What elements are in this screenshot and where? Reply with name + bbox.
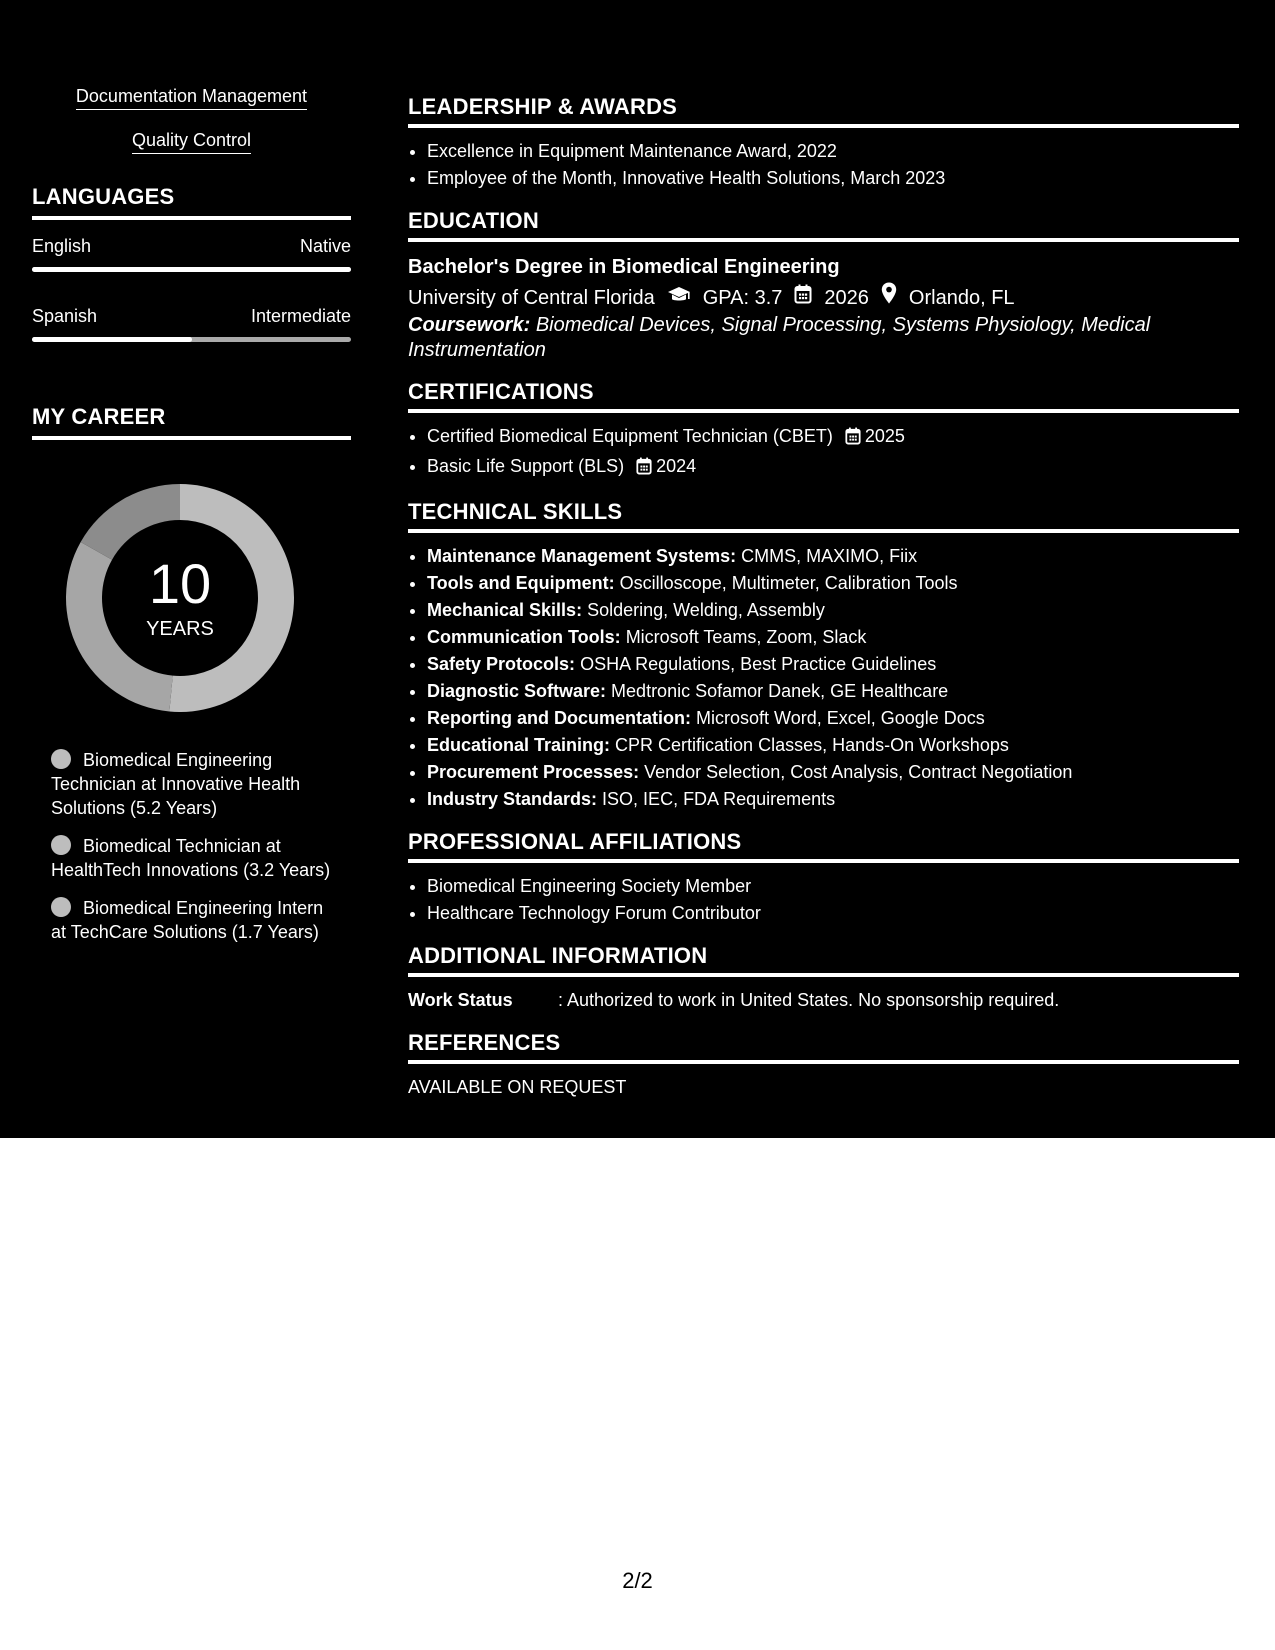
language-proficiency-bar (32, 267, 351, 272)
page-number: 2/2 (622, 1568, 653, 1593)
school-name: University of Central Florida (408, 286, 655, 309)
list-item: • Employee of the Month, Innovative Health Solutions, March 2023 (427, 165, 1239, 192)
skill-value: CMMS, MAXIMO, Fiix (741, 546, 918, 566)
skill-value: CPR Certification Classes, Hands-On Workshops (615, 735, 1009, 755)
language-spanish (32, 306, 351, 342)
skill-value: Oscilloscope, Multimeter, Calibration Tools (619, 573, 958, 593)
skill-value: Medtronic Sofamor Danek, GE Healthcare (611, 681, 949, 701)
skill-value: OSHA Regulations, Best Practice Guidelines (580, 654, 937, 674)
skill-label: Maintenance Management Systems: (427, 546, 737, 566)
skill-link-label: Quality Control (132, 130, 251, 154)
main-column (408, 94, 1239, 1117)
language-proficiency-bar (32, 337, 351, 342)
career-total-unit: YEARS (146, 617, 214, 640)
skill-label: Diagnostic Software: (427, 681, 607, 701)
affiliations-heading: PROFESSIONAL AFFILIATIONS (408, 829, 1239, 863)
career-total-number: 10 (148, 551, 212, 615)
skill-label: Mechanical Skills: (427, 600, 583, 620)
list-item (427, 453, 1239, 483)
career-donut-chart (66, 484, 294, 712)
skill-label: Educational Training: (427, 735, 611, 755)
education-section (408, 208, 1239, 363)
language-level: Intermediate (250, 306, 351, 326)
certification-name: Certified Biomedical Equipment Technician (CBET) (427, 426, 833, 446)
career-item (51, 896, 331, 944)
graduation-cap-icon (667, 283, 691, 313)
coursework-text: Biomedical Devices, Signal Processing, Systems Physiology, Medical Instrumentation (408, 314, 1151, 361)
certification-year: 2025 (864, 426, 905, 446)
list-item (427, 705, 1239, 732)
work-status-row (408, 987, 1239, 1014)
technical-skills-heading: TECHNICAL SKILLS (408, 499, 1239, 533)
technical-skills-section (408, 499, 1239, 813)
affiliations-section (408, 829, 1239, 927)
calendar-icon (845, 426, 861, 453)
language-name: Spanish (32, 306, 98, 326)
languages-heading: LANGUAGES (32, 184, 351, 220)
additional-info-heading: ADDITIONAL INFORMATION (408, 943, 1239, 977)
coursework-label: Coursework: (408, 314, 531, 336)
education-heading: EDUCATION (408, 208, 1239, 242)
career-item (51, 834, 331, 882)
list-item (427, 570, 1239, 597)
list-item (427, 543, 1239, 570)
skill-label: Communication Tools: (427, 627, 621, 647)
certification-name: Basic Life Support (BLS) (427, 456, 625, 476)
career-item-text: Biomedical Engineering Technician at Innovative Health Solutions (5.2 Years) (51, 750, 301, 818)
technical-skills-list (408, 543, 1239, 813)
skill-value: Microsoft Teams, Zoom, Slack (625, 627, 867, 647)
affiliations-list (408, 873, 1239, 927)
skill-link-quality-control[interactable] (32, 130, 351, 154)
leadership-section (408, 94, 1239, 192)
list-item: • Healthcare Technology Forum Contributor (427, 900, 1239, 927)
degree-title: Bachelor's Degree in Biomedical Engineering (408, 256, 840, 278)
list-item: • Excellence in Equipment Maintenance Award, 2022 (427, 138, 1239, 165)
references-section (408, 1030, 1239, 1101)
gpa: GPA: 3.7 (702, 286, 783, 309)
skill-link-documentation-management[interactable] (32, 86, 351, 110)
list-item (427, 732, 1239, 759)
skill-value: Vendor Selection, Cost Analysis, Contract Negotiation (644, 762, 1073, 782)
list-item (427, 597, 1239, 624)
language-proficiency-fill (32, 267, 351, 272)
skill-value: Microsoft Word, Excel, Google Docs (696, 708, 985, 728)
skill-value: Soldering, Welding, Assembly (587, 600, 825, 620)
references-text: AVAILABLE ON REQUEST (408, 1077, 627, 1097)
career-list (51, 748, 331, 944)
list-item (427, 678, 1239, 705)
sidebar (32, 86, 351, 958)
career-donut-center (66, 484, 294, 712)
language-level: Native (299, 236, 351, 256)
list-item (427, 759, 1239, 786)
leadership-list (408, 138, 1239, 192)
career-dot-icon (51, 835, 71, 855)
skill-label: Safety Protocols: (427, 654, 576, 674)
career-item (51, 748, 331, 820)
certifications-heading: CERTIFICATIONS (408, 379, 1239, 413)
skill-value: ISO, IEC, FDA Requirements (602, 789, 836, 809)
career-item-text: Biomedical Technician at HealthTech Innovations (3.2 Years) (51, 836, 331, 880)
list-item (427, 423, 1239, 453)
coursework (408, 313, 1239, 363)
language-english (32, 236, 351, 272)
skill-link-label: Documentation Management (76, 86, 307, 110)
school-location: Orlando, FL (908, 286, 1015, 309)
skill-label: Reporting and Documentation: (427, 708, 691, 728)
skill-label: Industry Standards: (427, 789, 598, 809)
work-status-label: Work Status (408, 990, 513, 1010)
language-name: English (32, 236, 92, 256)
career-heading: MY CAREER (32, 404, 351, 440)
list-item (427, 624, 1239, 651)
career-dot-icon (51, 897, 71, 917)
leadership-heading: LEADERSHIP & AWARDS (408, 94, 1239, 128)
certifications-section (408, 379, 1239, 483)
list-item (427, 786, 1239, 813)
list-item (427, 651, 1239, 678)
career-dot-icon (51, 749, 71, 769)
career-item-text: Biomedical Engineering Intern at TechCare Solutions (1.7 Years) (51, 898, 324, 942)
references-heading: REFERENCES (408, 1030, 1239, 1064)
work-status-value: : Authorized to work in United States. No sponsorship required. (558, 990, 1060, 1010)
certifications-list (408, 423, 1239, 483)
language-proficiency-fill (32, 337, 192, 342)
skill-label: Tools and Equipment: (427, 573, 615, 593)
calendar-icon (636, 456, 652, 483)
map-pin-icon (881, 282, 897, 313)
list-item: • Biomedical Engineering Society Member (427, 873, 1239, 900)
additional-info-section (408, 943, 1239, 1014)
education-details (408, 282, 1239, 313)
certification-year: 2024 (656, 456, 697, 476)
graduation-year: 2026 (824, 286, 869, 309)
calendar-icon (794, 283, 812, 313)
skill-label: Procurement Processes: (427, 762, 640, 782)
